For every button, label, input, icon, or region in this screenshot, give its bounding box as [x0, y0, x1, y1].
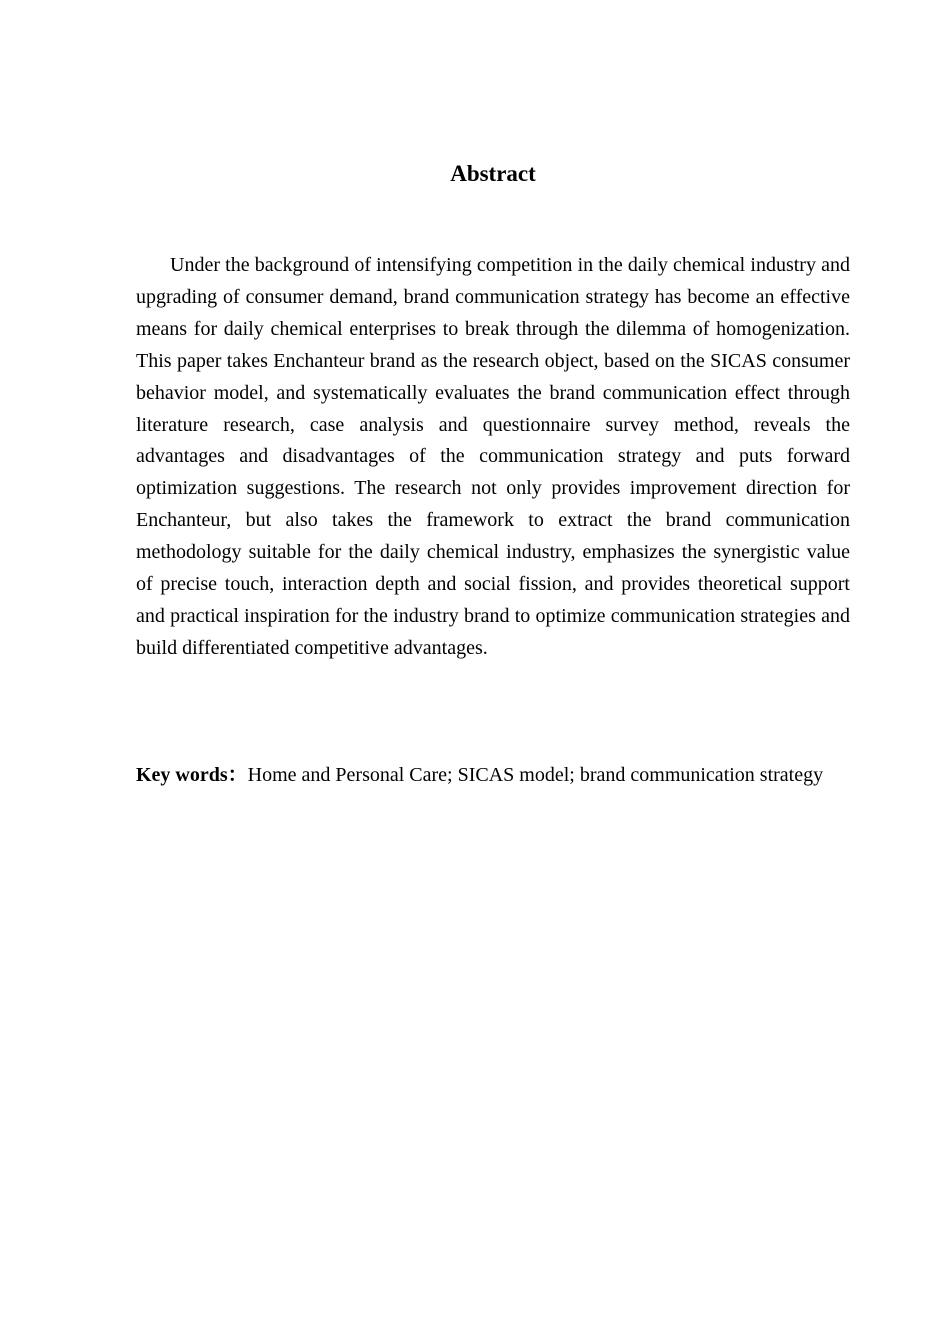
keywords-label: Key words： — [136, 764, 248, 786]
keywords-line — [136, 760, 850, 792]
keywords-text: Home and Personal Care; SICAS model; brand communication strategy — [247, 764, 824, 786]
abstract-paragraph: Under the background of intensifying competition in the daily chemical industry and upgrading of consumer demand, brand communication strategy has become an effective means for daily chemical enterprises to break through the dilemma of homogenization. This paper takes Enchanteur brand as the research object, based on the SICAS consumer behavior model, and systematically evaluates the brand communication effect through literature research, case analysis and questionnaire survey method, reveals the advantages and disadvantages of the communication strategy and puts forward optimization suggestions. The research not only provides improvement direction for Enchanteur, but also takes the framework to extract the brand communication methodology suitable for the daily chemical industry, emphasizes the synergistic value of precise touch, interaction depth and social fission, and provides theoretical support and practical inspiration for the industry brand to optimize communication strategies and build differentiated competitive advantages. — [136, 254, 850, 659]
abstract-heading: Abstract — [450, 161, 536, 186]
